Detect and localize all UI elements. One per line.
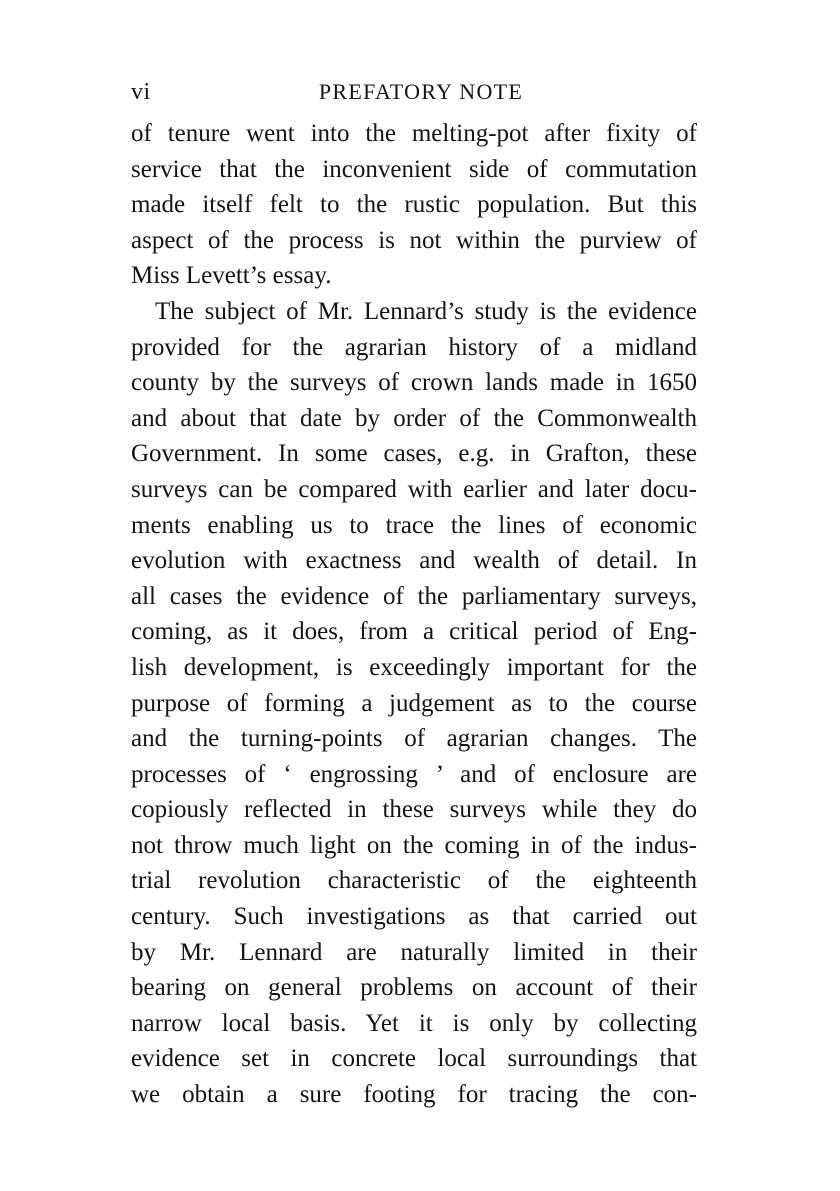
text-line: Miss Levett’s essay. [131,262,332,290]
text-line: trial revolution characteristic of the eighteenth [131,867,697,895]
running-head [131,74,699,110]
text-line: by Mr. Lennard are naturally limited in their [131,938,697,966]
text-line: Government. In some cases, e.g. in Grafton, these [131,440,697,468]
page-title: PREFATORY NOTE [318,79,524,104]
text-line: century. Such investigations as that carried out [131,903,697,931]
text-line: of tenure went into the melting-pot after fixity of [131,120,697,147]
text-line: purpose of forming a judgement as to the course [131,689,697,717]
page-number: vi [131,79,151,105]
text-line: copiously reflected in these surveys while they do [131,796,697,824]
text-line: lish development, is exceedingly important for the [131,653,697,681]
text-line: narrow local basis. Yet it is only by collecting [131,1009,697,1037]
text-line: bearing on general problems on account of their [131,974,697,1002]
text-line: ments enabling us to trace the lines of economic [131,511,697,539]
text-line: processes of ‘ engrossing ’ and of enclosure are [131,760,697,788]
text-line: made itself felt to the rustic population. But this [131,191,697,219]
text-line: and the turning-points of agrarian changes. The [131,725,697,753]
text-line: coming, as it does, from a critical period of Eng- [131,618,697,646]
text-line: service that the inconvenient side of commutation [131,155,697,183]
text-line: county by the surveys of crown lands made in 1650 [131,369,697,397]
text-line: not throw much light on the coming in of the indus- [131,831,697,859]
text-line: evolution with exactness and wealth of detail. In [131,547,697,575]
text-line: aspect of the process is not within the purview of [131,226,697,254]
paragraph-first-line: The subject of Mr. Lennard’s study is the evidence [155,297,697,325]
text-line: all cases the evidence of the parliamentary surveys, [131,582,697,610]
text-line: we obtain a sure footing for tracing the con- [131,1081,697,1109]
body-text [131,116,697,1113]
text-line: and about that date by order of the Commonwealth [131,404,697,432]
text-line: evidence set in concrete local surroundings that [131,1045,697,1073]
text-line: provided for the agrarian history of a midland [131,333,697,361]
text-line: surveys can be compared with earlier and later docu- [131,475,697,503]
